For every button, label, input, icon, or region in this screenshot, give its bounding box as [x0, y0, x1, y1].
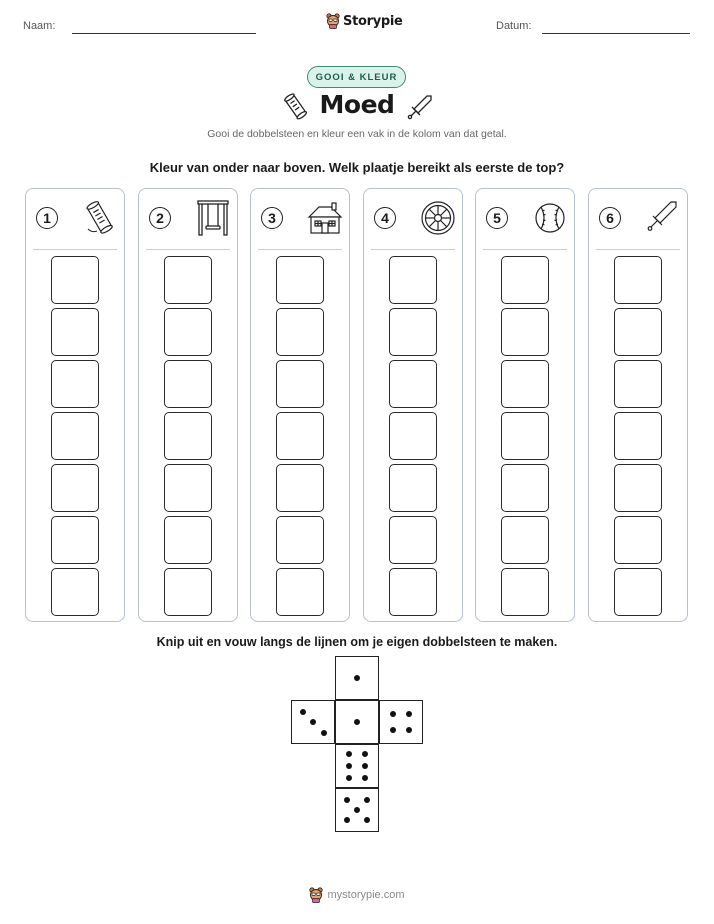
die-pip	[390, 711, 396, 717]
column-5	[475, 188, 575, 622]
column-number: 6	[599, 207, 621, 229]
cutout-instruction: Knip uit en vouw langs de lijnen om je eigen dobbelsteen te maken.	[156, 635, 558, 649]
title-sword-icon	[405, 92, 435, 122]
color-box[interactable]	[389, 360, 437, 408]
column-divider	[33, 249, 117, 250]
color-box[interactable]	[276, 360, 324, 408]
column-divider	[258, 249, 342, 250]
column-2	[138, 188, 238, 622]
color-box[interactable]	[389, 568, 437, 616]
color-box[interactable]	[276, 464, 324, 512]
color-box[interactable]	[501, 256, 549, 304]
color-box[interactable]	[614, 360, 662, 408]
die-pip	[346, 751, 352, 757]
die-pip	[344, 797, 350, 803]
color-box[interactable]	[501, 464, 549, 512]
die-pip	[354, 675, 360, 681]
activity-badge: GOOI & KLEUR	[307, 66, 406, 88]
color-box[interactable]	[164, 568, 212, 616]
column-divider	[483, 249, 567, 250]
brand-logo	[326, 13, 403, 29]
color-box[interactable]	[51, 412, 99, 460]
column-1	[25, 188, 125, 622]
color-box[interactable]	[501, 568, 549, 616]
color-box[interactable]	[276, 308, 324, 356]
color-box[interactable]	[164, 360, 212, 408]
die-pip	[362, 775, 368, 781]
name-field[interactable]	[72, 33, 256, 34]
color-box[interactable]	[51, 464, 99, 512]
color-box[interactable]	[164, 464, 212, 512]
color-box[interactable]	[501, 360, 549, 408]
color-box[interactable]	[276, 568, 324, 616]
die-pip	[354, 719, 360, 725]
color-box[interactable]	[164, 412, 212, 460]
die-pip	[300, 709, 306, 715]
die-face	[335, 700, 379, 744]
color-box[interactable]	[389, 412, 437, 460]
color-box[interactable]	[276, 412, 324, 460]
die-pip	[354, 807, 360, 813]
color-box[interactable]	[51, 308, 99, 356]
color-box[interactable]	[389, 256, 437, 304]
column-3	[250, 188, 350, 622]
color-box[interactable]	[389, 464, 437, 512]
die-face	[335, 656, 379, 700]
footer-url: mystorypie.com	[327, 889, 405, 901]
column-number: 5	[486, 207, 508, 229]
color-box[interactable]	[614, 516, 662, 564]
die-pip	[344, 817, 350, 823]
die-pip	[310, 719, 316, 725]
storypie-mascot-icon	[309, 887, 323, 903]
color-box[interactable]	[501, 308, 549, 356]
name-label: Naam:	[23, 20, 56, 32]
die-pip	[362, 763, 368, 769]
color-box[interactable]	[501, 412, 549, 460]
column-divider	[371, 249, 455, 250]
die-face	[379, 700, 423, 744]
column-divider	[146, 249, 230, 250]
die-pip	[406, 711, 412, 717]
color-box[interactable]	[51, 360, 99, 408]
storypie-mascot-icon	[326, 13, 340, 29]
color-box[interactable]	[614, 568, 662, 616]
color-box[interactable]	[51, 256, 99, 304]
column-number: 4	[374, 207, 396, 229]
color-box[interactable]	[276, 516, 324, 564]
die-face	[291, 700, 335, 744]
color-box[interactable]	[501, 516, 549, 564]
page-subtitle: Gooi de dobbelsteen en kleur een vak in de kolom van dat getal.	[207, 128, 507, 140]
sword-icon	[645, 199, 681, 237]
column-number: 3	[261, 207, 283, 229]
die-pip	[346, 775, 352, 781]
die-pip	[362, 751, 368, 757]
die-face	[335, 744, 379, 788]
brand-name: Storypie	[343, 13, 403, 29]
date-label: Datum:	[496, 20, 532, 32]
column-divider	[596, 249, 680, 250]
color-box[interactable]	[51, 516, 99, 564]
column-number: 1	[36, 207, 58, 229]
date-field[interactable]	[542, 33, 690, 34]
color-box[interactable]	[614, 308, 662, 356]
die-pip	[364, 817, 370, 823]
color-box[interactable]	[276, 256, 324, 304]
color-box[interactable]	[389, 516, 437, 564]
column-4	[363, 188, 463, 622]
house-icon	[307, 199, 343, 237]
die-pip	[364, 797, 370, 803]
shield-icon	[420, 199, 456, 237]
color-box[interactable]	[164, 256, 212, 304]
color-box[interactable]	[614, 256, 662, 304]
column-6	[588, 188, 688, 622]
page-title: Moed	[319, 90, 395, 119]
color-box[interactable]	[614, 412, 662, 460]
footer	[0, 887, 714, 903]
die-pip	[321, 730, 327, 736]
color-box[interactable]	[614, 464, 662, 512]
column-number: 2	[149, 207, 171, 229]
die-pip	[390, 727, 396, 733]
swing-icon	[195, 199, 231, 237]
die-pip	[346, 763, 352, 769]
color-box[interactable]	[164, 308, 212, 356]
scroll-icon	[82, 199, 118, 237]
die-face	[335, 788, 379, 832]
color-box[interactable]	[51, 568, 99, 616]
baseball-icon	[532, 199, 568, 237]
color-box[interactable]	[164, 516, 212, 564]
race-instruction: Kleur van onder naar boven. Welk plaatje bereikt als eerste de top?	[149, 160, 565, 175]
die-pip	[406, 727, 412, 733]
color-box[interactable]	[389, 308, 437, 356]
